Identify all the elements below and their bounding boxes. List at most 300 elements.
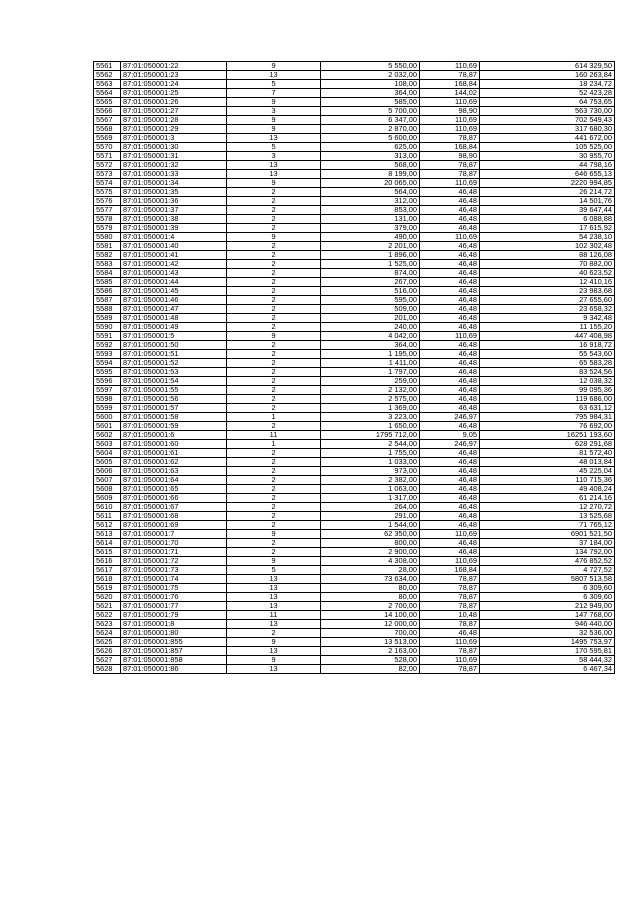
group-cell: 2 <box>227 629 321 638</box>
group-cell: 13 <box>227 602 321 611</box>
row-number-cell: 5578 <box>94 215 121 224</box>
area-cell: 2 544,00 <box>321 440 420 449</box>
group-cell: 2 <box>227 485 321 494</box>
group-cell: 13 <box>227 71 321 80</box>
cadastral-value-cell: 441 672,00 <box>480 134 615 143</box>
row-number-cell: 5598 <box>94 395 121 404</box>
cadastral-number-cell: 87:01:050001:49 <box>121 323 227 332</box>
row-number-cell: 5602 <box>94 431 121 440</box>
cadastral-value-cell: 23 983,68 <box>480 287 615 296</box>
row-number-cell: 5579 <box>94 224 121 233</box>
row-number-cell: 5582 <box>94 251 121 260</box>
cadastral-value-cell: 70 882,00 <box>480 260 615 269</box>
group-cell: 9 <box>227 530 321 539</box>
row-number-cell: 5565 <box>94 98 121 107</box>
row-number-cell: 5615 <box>94 548 121 557</box>
cadastral-value-cell: 12 270,72 <box>480 503 615 512</box>
cadastral-value-cell: 18 234,72 <box>480 80 615 89</box>
area-cell: 4 308,00 <box>321 557 420 566</box>
group-cell: 9 <box>227 332 321 341</box>
row-number-cell: 5566 <box>94 107 121 116</box>
specific-value-cell: 46,48 <box>420 539 480 548</box>
cadastral-number-cell: 87:01:050001:858 <box>121 656 227 665</box>
row-number-cell: 5585 <box>94 278 121 287</box>
row-number-cell: 5593 <box>94 350 121 359</box>
table-row <box>94 368 615 377</box>
row-number-cell: 5562 <box>94 71 121 80</box>
cadastral-value-cell: 2220 994,85 <box>480 179 615 188</box>
area-cell: 2 575,00 <box>321 395 420 404</box>
area-cell: 13 513,00 <box>321 638 420 647</box>
table-row <box>94 647 615 656</box>
table-row <box>94 665 615 674</box>
table-row <box>94 503 615 512</box>
specific-value-cell: 110,69 <box>420 530 480 539</box>
area-cell: 264,00 <box>321 503 420 512</box>
group-cell: 13 <box>227 620 321 629</box>
cadastral-number-cell: 87:01:050001:36 <box>121 197 227 206</box>
group-cell: 2 <box>227 296 321 305</box>
area-cell: 1 195,00 <box>321 350 420 359</box>
specific-value-cell: 46,48 <box>420 404 480 413</box>
group-cell: 1 <box>227 440 321 449</box>
cadastral-value-cell: 32 536,00 <box>480 629 615 638</box>
area-cell: 1 411,00 <box>321 359 420 368</box>
group-cell: 2 <box>227 305 321 314</box>
cadastral-value-cell: 61 214,16 <box>480 494 615 503</box>
cadastral-number-cell: 87:01:050001:30 <box>121 143 227 152</box>
group-cell: 2 <box>227 269 321 278</box>
row-number-cell: 5584 <box>94 269 121 278</box>
table-row <box>94 548 615 557</box>
group-cell: 7 <box>227 89 321 98</box>
area-cell: 2 032,00 <box>321 71 420 80</box>
specific-value-cell: 110,69 <box>420 638 480 647</box>
area-cell: 291,00 <box>321 512 420 521</box>
table-row <box>94 494 615 503</box>
area-cell: 12 000,00 <box>321 620 420 629</box>
cadastral-value-cell: 83 524,56 <box>480 368 615 377</box>
cadastral-number-cell: 87:01:050001:55 <box>121 386 227 395</box>
cadastral-number-cell: 87:01:050001:39 <box>121 224 227 233</box>
area-cell: 62 350,00 <box>321 530 420 539</box>
row-number-cell: 5617 <box>94 566 121 575</box>
cadastral-number-cell: 87:01:050001:23 <box>121 71 227 80</box>
table-row <box>94 179 615 188</box>
area-cell: 2 870,00 <box>321 125 420 134</box>
group-cell: 2 <box>227 521 321 530</box>
specific-value-cell: 46,48 <box>420 449 480 458</box>
table-row <box>94 233 615 242</box>
cadastral-value-cell: 134 792,00 <box>480 548 615 557</box>
cadastral-number-cell: 87:01:050001:72 <box>121 557 227 566</box>
group-cell: 2 <box>227 314 321 323</box>
cadastral-value-cell: 6 467,34 <box>480 665 615 674</box>
cadastral-number-cell: 87:01:050001:25 <box>121 89 227 98</box>
group-cell: 2 <box>227 287 321 296</box>
row-number-cell: 5597 <box>94 386 121 395</box>
specific-value-cell: 110,69 <box>420 98 480 107</box>
area-cell: 585,00 <box>321 98 420 107</box>
cadastral-number-cell: 87:01:050001:855 <box>121 638 227 647</box>
cadastral-value-cell: 105 525,00 <box>480 143 615 152</box>
table-row <box>94 566 615 575</box>
row-number-cell: 5614 <box>94 539 121 548</box>
area-cell: 364,00 <box>321 341 420 350</box>
cadastral-number-cell: 87:01:050001:42 <box>121 260 227 269</box>
area-cell: 1 755,00 <box>321 449 420 458</box>
row-number-cell: 5569 <box>94 134 121 143</box>
group-cell: 2 <box>227 395 321 404</box>
cadastral-value-cell: 110 715,36 <box>480 476 615 485</box>
specific-value-cell: 46,48 <box>420 377 480 386</box>
area-cell: 1 525,00 <box>321 260 420 269</box>
specific-value-cell: 46,48 <box>420 476 480 485</box>
row-number-cell: 5574 <box>94 179 121 188</box>
cadastral-value-cell: 795 984,31 <box>480 413 615 422</box>
specific-value-cell: 98,90 <box>420 107 480 116</box>
table-row <box>94 134 615 143</box>
table-row <box>94 395 615 404</box>
row-number-cell: 5604 <box>94 449 121 458</box>
cadastral-number-cell: 87:01:050001:80 <box>121 629 227 638</box>
row-number-cell: 5612 <box>94 521 121 530</box>
group-cell: 13 <box>227 134 321 143</box>
table-row <box>94 296 615 305</box>
table-row <box>94 323 615 332</box>
cadastral-number-cell: 87:01:050001:61 <box>121 449 227 458</box>
area-cell: 800,00 <box>321 539 420 548</box>
area-cell: 1 033,00 <box>321 458 420 467</box>
table-row <box>94 98 615 107</box>
specific-value-cell: 78,87 <box>420 584 480 593</box>
row-number-cell: 5628 <box>94 665 121 674</box>
group-cell: 2 <box>227 548 321 557</box>
area-cell: 2 700,00 <box>321 602 420 611</box>
table-row <box>94 125 615 134</box>
cadastral-value-cell: 12 410,16 <box>480 278 615 287</box>
area-cell: 5 550,00 <box>321 62 420 71</box>
specific-value-cell: 46,48 <box>420 512 480 521</box>
specific-value-cell: 78,87 <box>420 647 480 656</box>
cadastral-value-cell: 6 088,88 <box>480 215 615 224</box>
cadastral-value-cell: 119 686,00 <box>480 395 615 404</box>
table-row <box>94 260 615 269</box>
cadastral-number-cell: 87:01:050001:67 <box>121 503 227 512</box>
table-row <box>94 557 615 566</box>
specific-value-cell: 10,48 <box>420 611 480 620</box>
row-number-cell: 5606 <box>94 467 121 476</box>
specific-value-cell: 78,87 <box>420 161 480 170</box>
cadastral-number-cell: 87:01:050001:40 <box>121 242 227 251</box>
area-cell: 568,00 <box>321 161 420 170</box>
area-cell: 4 042,00 <box>321 332 420 341</box>
group-cell: 9 <box>227 125 321 134</box>
specific-value-cell: 46,48 <box>420 206 480 215</box>
row-number-cell: 5618 <box>94 575 121 584</box>
group-cell: 2 <box>227 476 321 485</box>
row-number-cell: 5596 <box>94 377 121 386</box>
cadastral-value-cell: 44 798,16 <box>480 161 615 170</box>
row-number-cell: 5572 <box>94 161 121 170</box>
table-row <box>94 305 615 314</box>
specific-value-cell: 78,87 <box>420 593 480 602</box>
cadastral-value-cell: 88 126,08 <box>480 251 615 260</box>
cadastral-number-cell: 87:01:050001:76 <box>121 593 227 602</box>
row-number-cell: 5567 <box>94 116 121 125</box>
table-row <box>94 206 615 215</box>
cadastral-value-cell: 81 572,40 <box>480 449 615 458</box>
specific-value-cell: 46,48 <box>420 548 480 557</box>
group-cell: 2 <box>227 323 321 332</box>
area-cell: 1 797,00 <box>321 368 420 377</box>
cadastral-value-cell: 946 440,00 <box>480 620 615 629</box>
area-cell: 2 163,00 <box>321 647 420 656</box>
area-cell: 131,00 <box>321 215 420 224</box>
specific-value-cell: 110,69 <box>420 656 480 665</box>
table-body <box>94 62 615 674</box>
row-number-cell: 5595 <box>94 368 121 377</box>
row-number-cell: 5611 <box>94 512 121 521</box>
cadastral-value-cell: 614 329,50 <box>480 62 615 71</box>
table-row <box>94 602 615 611</box>
table-row <box>94 458 615 467</box>
specific-value-cell: 144,02 <box>420 89 480 98</box>
table-row <box>94 188 615 197</box>
cadastral-value-cell: 9 342,48 <box>480 314 615 323</box>
specific-value-cell: 110,69 <box>420 332 480 341</box>
cadastral-number-cell: 87:01:050001:53 <box>121 368 227 377</box>
row-number-cell: 5622 <box>94 611 121 620</box>
cadastral-number-cell: 87:01:050001:51 <box>121 350 227 359</box>
table-row <box>94 143 615 152</box>
cadastral-number-cell: 87:01:050001:60 <box>121 440 227 449</box>
group-cell: 2 <box>227 350 321 359</box>
cadastral-value-cell: 476 852,52 <box>480 557 615 566</box>
table-row <box>94 170 615 179</box>
cadastral-number-cell: 87:01:050001:44 <box>121 278 227 287</box>
specific-value-cell: 46,48 <box>420 458 480 467</box>
specific-value-cell: 168,84 <box>420 143 480 152</box>
group-cell: 13 <box>227 584 321 593</box>
row-number-cell: 5573 <box>94 170 121 179</box>
specific-value-cell: 46,48 <box>420 305 480 314</box>
table-row <box>94 80 615 89</box>
area-cell: 379,00 <box>321 224 420 233</box>
group-cell: 9 <box>227 98 321 107</box>
area-cell: 700,00 <box>321 629 420 638</box>
cadastral-number-cell: 87:01:050001:50 <box>121 341 227 350</box>
row-number-cell: 5619 <box>94 584 121 593</box>
table-row <box>94 71 615 80</box>
group-cell: 9 <box>227 233 321 242</box>
area-cell: 28,00 <box>321 566 420 575</box>
group-cell: 9 <box>227 62 321 71</box>
group-cell: 2 <box>227 512 321 521</box>
table-row <box>94 539 615 548</box>
group-cell: 2 <box>227 422 321 431</box>
row-number-cell: 5586 <box>94 287 121 296</box>
area-cell: 625,00 <box>321 143 420 152</box>
row-number-cell: 5603 <box>94 440 121 449</box>
group-cell: 9 <box>227 656 321 665</box>
cadastral-value-table <box>93 61 615 674</box>
row-number-cell: 5589 <box>94 314 121 323</box>
cadastral-value-cell: 64 753,65 <box>480 98 615 107</box>
specific-value-cell: 46,48 <box>420 251 480 260</box>
specific-value-cell: 110,69 <box>420 179 480 188</box>
table-row <box>94 404 615 413</box>
cadastral-number-cell: 87:01:050001:75 <box>121 584 227 593</box>
row-number-cell: 5616 <box>94 557 121 566</box>
specific-value-cell: 98,90 <box>420 152 480 161</box>
table-row <box>94 530 615 539</box>
cadastral-number-cell: 87:01:050001:64 <box>121 476 227 485</box>
group-cell: 2 <box>227 215 321 224</box>
cadastral-number-cell: 87:01:050001:27 <box>121 107 227 116</box>
specific-value-cell: 46,48 <box>420 287 480 296</box>
specific-value-cell: 46,48 <box>420 350 480 359</box>
table-row <box>94 62 615 71</box>
group-cell: 2 <box>227 404 321 413</box>
cadastral-number-cell: 87:01:050001:70 <box>121 539 227 548</box>
table-row <box>94 269 615 278</box>
cadastral-value-cell: 1495 753,97 <box>480 638 615 647</box>
row-number-cell: 5577 <box>94 206 121 215</box>
cadastral-value-cell: 54 238,10 <box>480 233 615 242</box>
specific-value-cell: 46,48 <box>420 242 480 251</box>
group-cell: 9 <box>227 116 321 125</box>
cadastral-number-cell: 87:01:050001:66 <box>121 494 227 503</box>
specific-value-cell: 46,48 <box>420 197 480 206</box>
specific-value-cell: 110,69 <box>420 62 480 71</box>
cadastral-value-cell: 170 595,81 <box>480 647 615 656</box>
area-cell: 1 650,00 <box>321 422 420 431</box>
area-cell: 80,00 <box>321 584 420 593</box>
specific-value-cell: 46,48 <box>420 494 480 503</box>
area-cell: 2 201,00 <box>321 242 420 251</box>
cadastral-number-cell: 87:01:050001:28 <box>121 116 227 125</box>
group-cell: 2 <box>227 242 321 251</box>
table-row <box>94 107 615 116</box>
area-cell: 313,00 <box>321 152 420 161</box>
row-number-cell: 5600 <box>94 413 121 422</box>
table-row <box>94 629 615 638</box>
cadastral-number-cell: 87:01:050001:24 <box>121 80 227 89</box>
area-cell: 312,00 <box>321 197 420 206</box>
table-row <box>94 593 615 602</box>
specific-value-cell: 46,48 <box>420 386 480 395</box>
specific-value-cell: 46,48 <box>420 485 480 494</box>
specific-value-cell: 110,69 <box>420 116 480 125</box>
area-cell: 1 063,00 <box>321 485 420 494</box>
group-cell: 13 <box>227 575 321 584</box>
cadastral-number-cell: 87:01:050001:71 <box>121 548 227 557</box>
row-number-cell: 5609 <box>94 494 121 503</box>
group-cell: 2 <box>227 206 321 215</box>
cadastral-value-cell: 71 765,12 <box>480 521 615 530</box>
group-cell: 2 <box>227 188 321 197</box>
specific-value-cell: 46,48 <box>420 260 480 269</box>
group-cell: 5 <box>227 566 321 575</box>
specific-value-cell: 46,48 <box>420 269 480 278</box>
cadastral-value-cell: 63 631,12 <box>480 404 615 413</box>
group-cell: 2 <box>227 458 321 467</box>
table-row <box>94 512 615 521</box>
area-cell: 240,00 <box>321 323 420 332</box>
row-number-cell: 5624 <box>94 629 121 638</box>
group-cell: 1 <box>227 413 321 422</box>
cadastral-number-cell: 87:01:050001:5 <box>121 332 227 341</box>
area-cell: 1 544,00 <box>321 521 420 530</box>
row-number-cell: 5610 <box>94 503 121 512</box>
cadastral-number-cell: 87:01:050001:48 <box>121 314 227 323</box>
row-number-cell: 5568 <box>94 125 121 134</box>
table-row <box>94 161 615 170</box>
specific-value-cell: 46,48 <box>420 629 480 638</box>
cadastral-value-cell: 30 955,70 <box>480 152 615 161</box>
table-row <box>94 314 615 323</box>
area-cell: 528,00 <box>321 656 420 665</box>
specific-value-cell: 78,87 <box>420 71 480 80</box>
specific-value-cell: 246,97 <box>420 413 480 422</box>
group-cell: 5 <box>227 143 321 152</box>
cadastral-number-cell: 87:01:050001:6 <box>121 431 227 440</box>
table-row <box>94 611 615 620</box>
specific-value-cell: 46,48 <box>420 395 480 404</box>
specific-value-cell: 46,48 <box>420 188 480 197</box>
row-number-cell: 5587 <box>94 296 121 305</box>
cadastral-value-cell: 628 291,68 <box>480 440 615 449</box>
area-cell: 595,00 <box>321 296 420 305</box>
cadastral-value-cell: 55 543,60 <box>480 350 615 359</box>
row-number-cell: 5590 <box>94 323 121 332</box>
cadastral-value-cell: 16251 193,60 <box>480 431 615 440</box>
specific-value-cell: 168,84 <box>420 566 480 575</box>
area-cell: 516,00 <box>321 287 420 296</box>
row-number-cell: 5570 <box>94 143 121 152</box>
group-cell: 2 <box>227 377 321 386</box>
cadastral-value-cell: 16 918,72 <box>480 341 615 350</box>
area-cell: 6 347,00 <box>321 116 420 125</box>
specific-value-cell: 246,97 <box>420 440 480 449</box>
cadastral-value-cell: 6901 521,50 <box>480 530 615 539</box>
cadastral-number-cell: 87:01:050001:7 <box>121 530 227 539</box>
row-number-cell: 5576 <box>94 197 121 206</box>
cadastral-value-cell: 212 949,00 <box>480 602 615 611</box>
table-row <box>94 350 615 359</box>
table-row <box>94 278 615 287</box>
specific-value-cell: 46,48 <box>420 323 480 332</box>
area-cell: 108,00 <box>321 80 420 89</box>
cadastral-value-cell: 563 730,00 <box>480 107 615 116</box>
table-row <box>94 332 615 341</box>
group-cell: 2 <box>227 386 321 395</box>
area-cell: 14 100,00 <box>321 611 420 620</box>
area-cell: 80,00 <box>321 593 420 602</box>
cadastral-number-cell: 87:01:050001:857 <box>121 647 227 656</box>
area-cell: 1 896,00 <box>321 251 420 260</box>
cadastral-number-cell: 87:01:050001:63 <box>121 467 227 476</box>
cadastral-value-cell: 317 680,30 <box>480 125 615 134</box>
table-row <box>94 449 615 458</box>
cadastral-number-cell: 87:01:050001:59 <box>121 422 227 431</box>
area-cell: 8 199,00 <box>321 170 420 179</box>
group-cell: 13 <box>227 647 321 656</box>
area-cell: 2 382,00 <box>321 476 420 485</box>
cadastral-value-cell: 11 155,20 <box>480 323 615 332</box>
specific-value-cell: 78,87 <box>420 575 480 584</box>
